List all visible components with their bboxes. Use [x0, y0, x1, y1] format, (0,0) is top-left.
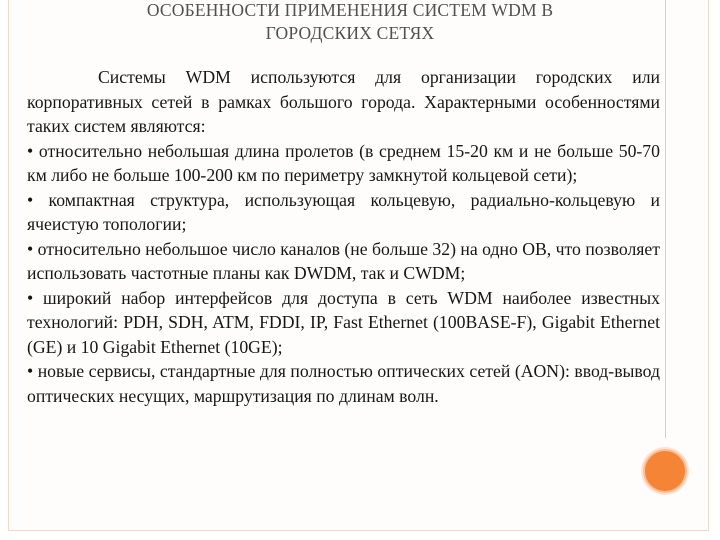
bullet-new-services: • новые сервисы, стандартные для полностью оптических сетей (AON): ввод-вывод оптических несущих, маршрутизация по длинам волн.	[27, 361, 660, 406]
slide-title-line-1: ОСОБЕННОСТИ ПРИМЕНЕНИЯ СИСТЕМ WDM В	[146, 0, 554, 20]
bullet-interfaces: • широкий набор интерфейсов для доступа в сеть WDM наиболее известных технологий: PDH, SDH, ATM, FDDI, IP, Fast Ethernet (100BASE-F), Gigabit Ethernet (GE) и 10 Gigabit Ethernet (10GE);	[27, 287, 660, 357]
bullet-span-length: • относительно небольшая длина пролетов (в среднем 15-20 км и не больше 50-70 км либо не больше 100-200 км по периметру замкнутой кольцевой сети);	[27, 140, 660, 185]
decorative-vertical-line	[665, 0, 666, 438]
intro-paragraph: Системы WDM используются для организации городских или корпоративных сетей в рамках большого города. Характерными особенностями таких систем являются:	[27, 67, 660, 136]
decorative-orange-circle	[643, 449, 687, 493]
slide-title	[30, 0, 670, 45]
bullet-channel-count: • относительно небольшое число каналов (не больше 32) на одно ОВ, что позволяет использовать частотные планы как DWDM, так и CWDM;	[27, 238, 660, 283]
slide-title-line-2: ГОРОДСКИХ СЕТЯХ	[265, 23, 435, 43]
slide-body	[27, 65, 660, 408]
bullet-topology: • компактная структура, использующая кольцевую, радиально-кольцевую и ячеистую топологии;	[27, 189, 660, 234]
